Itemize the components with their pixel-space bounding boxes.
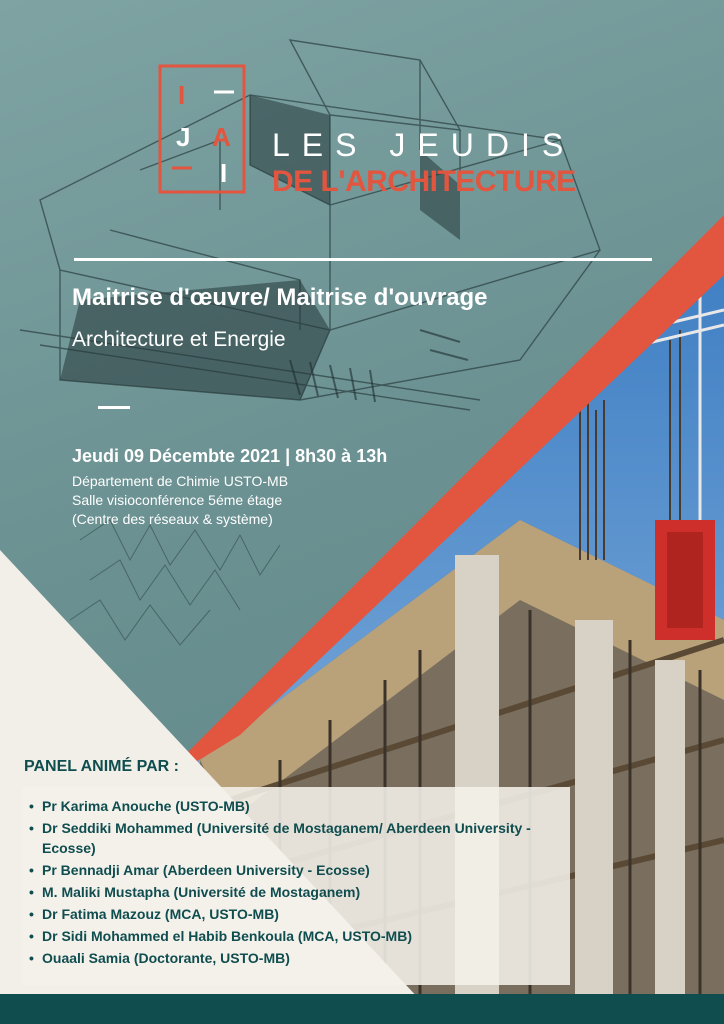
brand-name-line2: DE L'ARCHITECTURE <box>272 165 576 198</box>
panel-member: • Pr Karima Anouche (USTO-MB) <box>22 796 562 816</box>
panel-member: • Dr Sidi Mohammed el Habib Benkoula (MCA, USTO-MB) <box>22 926 562 946</box>
logo-frame-icon <box>158 64 246 194</box>
panel-member: • Pr Bennadji Amar (Aberdeen University - Ecosse) <box>22 860 562 880</box>
event-subtitle: Architecture et Energie <box>72 328 286 351</box>
divider-dash <box>98 406 130 409</box>
event-date-time: Jeudi 09 Décembte 2021 | 8h30 à 13h <box>72 446 388 466</box>
panel-heading: PANEL ANIMÉ PAR : <box>24 758 179 775</box>
event-venue <box>72 472 288 529</box>
logo-letter-i-bottom: I <box>220 158 228 188</box>
venue-line: Département de Chimie USTO-MB <box>72 473 289 489</box>
logo <box>158 64 246 194</box>
event-title: Maitrise d'œuvre/ Maitrise d'ouvrage <box>72 284 488 311</box>
panel-member: • M. Maliki Mustapha (Université de Mostaganem) <box>22 882 562 902</box>
divider-line <box>74 258 652 261</box>
logo-letter-j: J <box>176 122 191 152</box>
panel-member: • Dr Fatima Mazouz (MCA, USTO-MB) <box>22 904 562 924</box>
panel-member: • Ouaali Samia (Doctorante, USTO-MB) <box>22 948 562 968</box>
panel-member: • Dr Seddiki Mohammed (Université de Mostaganem/ Aberdeen University - Ecosse) <box>22 818 562 858</box>
logo-letter-i-top: I <box>178 80 186 110</box>
logo-letter-a: A <box>212 122 231 152</box>
venue-line: (Centre des réseaux & système) <box>72 511 273 527</box>
brand-name-line1: LES JEUDIS <box>272 127 576 163</box>
venue-line: Salle visioconférence 5éme étage <box>72 492 283 508</box>
panel-member-list <box>22 796 562 970</box>
footer-bar <box>0 994 724 1024</box>
